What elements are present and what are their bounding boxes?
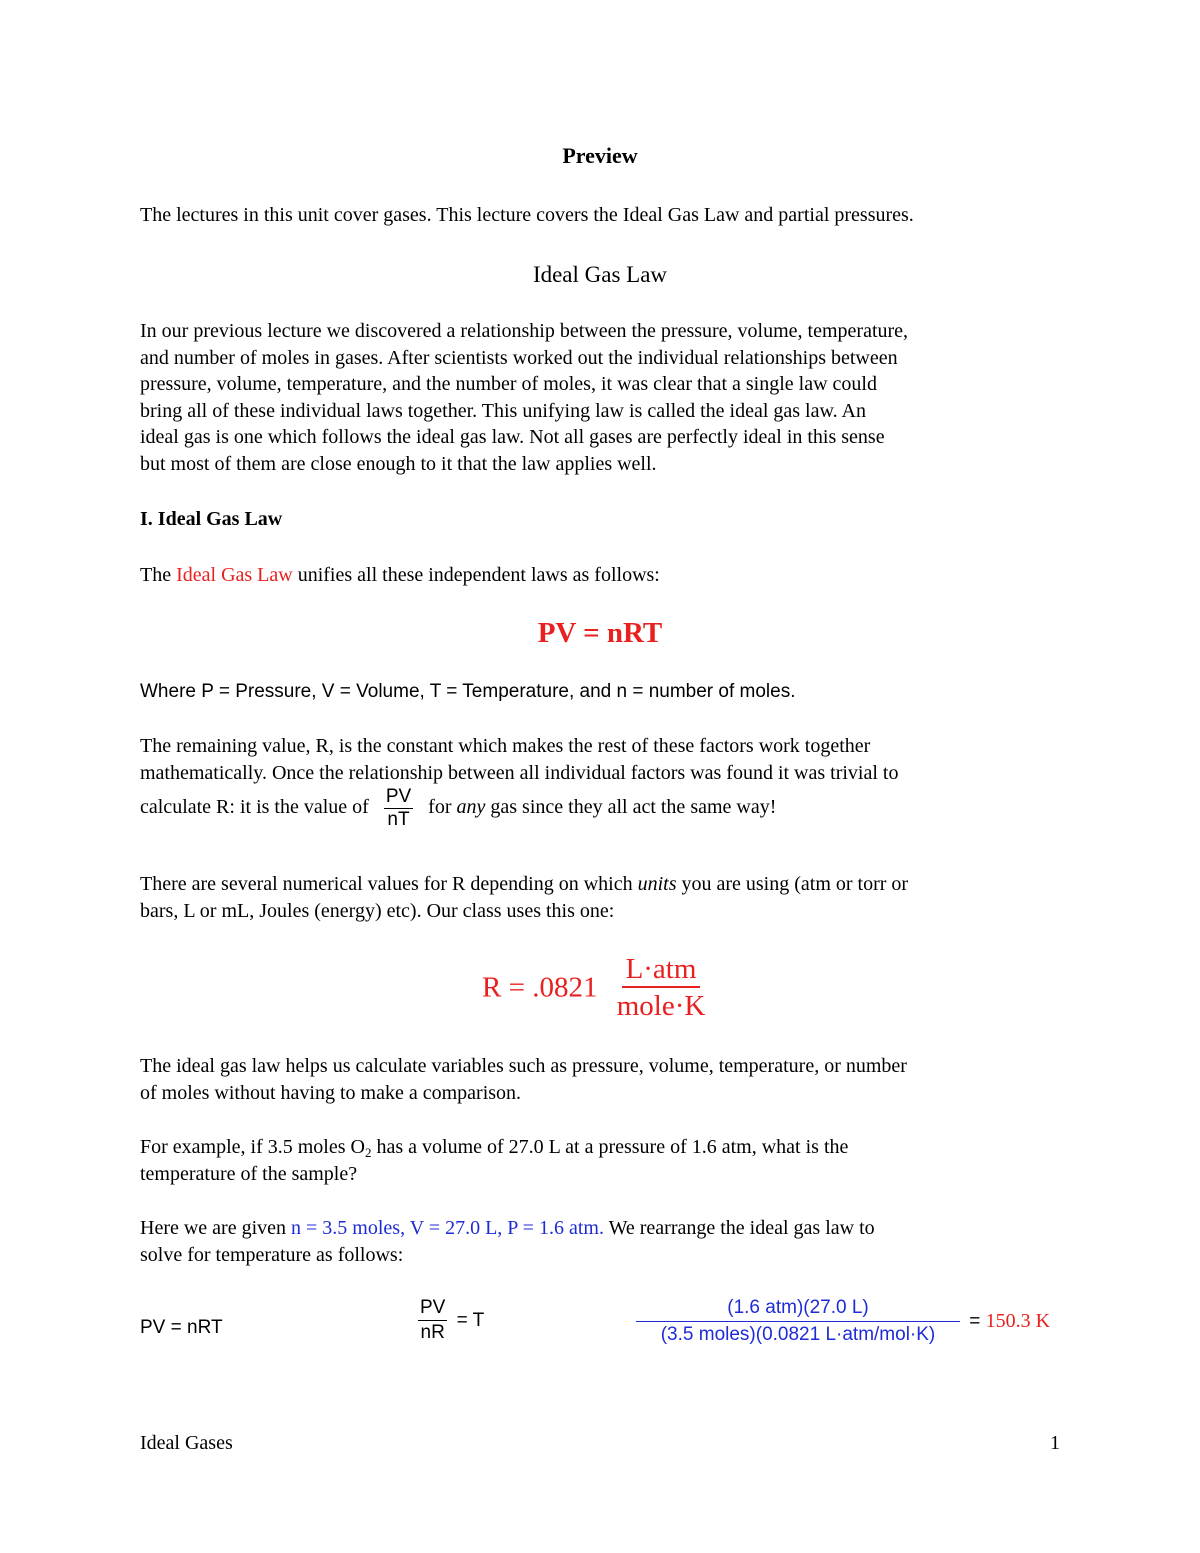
solve-step-2: $\frac{PV}{nR}$ = T bbox=[420, 1297, 485, 1343]
paragraph-line: mathematically. Once the relationship between all individual factors was found it was trivial to bbox=[140, 761, 899, 784]
r-units-fraction: $\frac{\text{L·atm}}{\text{mole·K}}$ bbox=[616, 953, 706, 1022]
footer-label: Ideal Gases bbox=[140, 1432, 233, 1454]
page-number: 1 bbox=[1050, 1432, 1060, 1454]
paragraph-line: bring all of these individual laws together. This unifying law is called the ideal gas law. An bbox=[140, 399, 866, 422]
calculation-fraction: $\frac{\text{(1.6 atm)(27.0 L)}}{\text{(3.5 moles)(0.0821 L·atm/mol·K)}}$ bbox=[636, 1295, 960, 1348]
pv-over-nt-fraction: $\frac{PV}{nT}$ bbox=[385, 786, 412, 830]
paragraph-line: ideal gas is one which follows the ideal gas law. Not all gases are perfectly ideal in this sense bbox=[140, 426, 885, 449]
main-equation: PV = nRT bbox=[537, 617, 663, 649]
paragraph-line: Here we are given n = 3.5 moles, V = 27.0 L, P = 1.6 atm. We rearrange the ideal gas law to bbox=[140, 1217, 875, 1239]
paragraph-line: pressure, volume, temperature, and the number of moles, it was clear that a single law could bbox=[140, 373, 877, 396]
r-constant-equation: R = .0821 $\frac{\text{L·atm}}{\text{mole·K}}$ bbox=[482, 952, 709, 1024]
paragraph-helps bbox=[140, 1053, 907, 1106]
paragraph-example bbox=[140, 1134, 848, 1187]
paragraph-line: For example, if 3.5 moles $O_2$ has a volume of 27.0 L at a pressure of 1.6 atm, what is the bbox=[140, 1136, 849, 1160]
paragraph-intro bbox=[140, 318, 908, 478]
paragraph-given bbox=[140, 1215, 875, 1268]
intro-text: The lectures in this unit cover gases. This lecture covers the Ideal Gas Law and partial pressures. bbox=[140, 204, 914, 226]
given-values: n = 3.5 moles, V = 27.0 L, P = 1.6 atm. bbox=[291, 1217, 604, 1239]
variable-definitions: Where P = Pressure, V = Volume, T = Temperature, and n = number of moles. bbox=[140, 681, 796, 702]
paragraph-values bbox=[140, 871, 908, 924]
calculate-r-line: calculate R: it is the value of $\frac{PV}{nT}$ for any gas since they all act the same way! bbox=[140, 786, 777, 830]
ideal-gas-law-term: Ideal Gas Law bbox=[176, 564, 293, 586]
paragraph-line: There are several numerical values for R depending on which units you are using (atm or torr or bbox=[140, 873, 909, 895]
pv-over-nr-fraction: $\frac{PV}{nR}$ bbox=[420, 1297, 446, 1343]
paragraph-line: of moles without having to make a comparison. bbox=[140, 1081, 522, 1104]
paragraph-remaining bbox=[140, 733, 898, 786]
paragraph-line: solve for temperature as follows: bbox=[140, 1243, 404, 1266]
solve-step-3: $\frac{\text{(1.6 atm)(27.0 L)}}{\text{(3.5 moles)(0.0821 L·atm/mol·K)}}$ = 150.3 K bbox=[636, 1295, 1050, 1348]
paragraph-line: but most of them are close enough to it that the law applies well. bbox=[140, 452, 657, 475]
paragraph-line: bars, L or mL, Joules (energy) etc). Our class uses this one: bbox=[140, 899, 615, 922]
solve-step-1: PV = nRT bbox=[140, 1317, 223, 1338]
paragraph-line: In our previous lecture we discovered a relationship between the pressure, volume, temperature, bbox=[140, 320, 909, 342]
temperature-answer: 150.3 K bbox=[985, 1310, 1051, 1332]
paragraph-line: temperature of the sample? bbox=[140, 1162, 358, 1185]
subsection-heading: I. Ideal Gas Law bbox=[140, 508, 283, 530]
paragraph-line: The ideal gas law helps us calculate variables such as pressure, volume, temperature, or number bbox=[140, 1055, 907, 1077]
page-title: Preview bbox=[562, 143, 638, 168]
section-heading: Ideal Gas Law bbox=[532, 262, 668, 287]
unify-sentence: The Ideal Gas Law unifies all these independent laws as follows: bbox=[140, 564, 660, 586]
paragraph-line: The remaining value, R, is the constant which makes the rest of these factors work together bbox=[140, 735, 871, 757]
paragraph-line: and number of moles in gases. After scientists worked out the individual relationships between bbox=[140, 346, 898, 369]
